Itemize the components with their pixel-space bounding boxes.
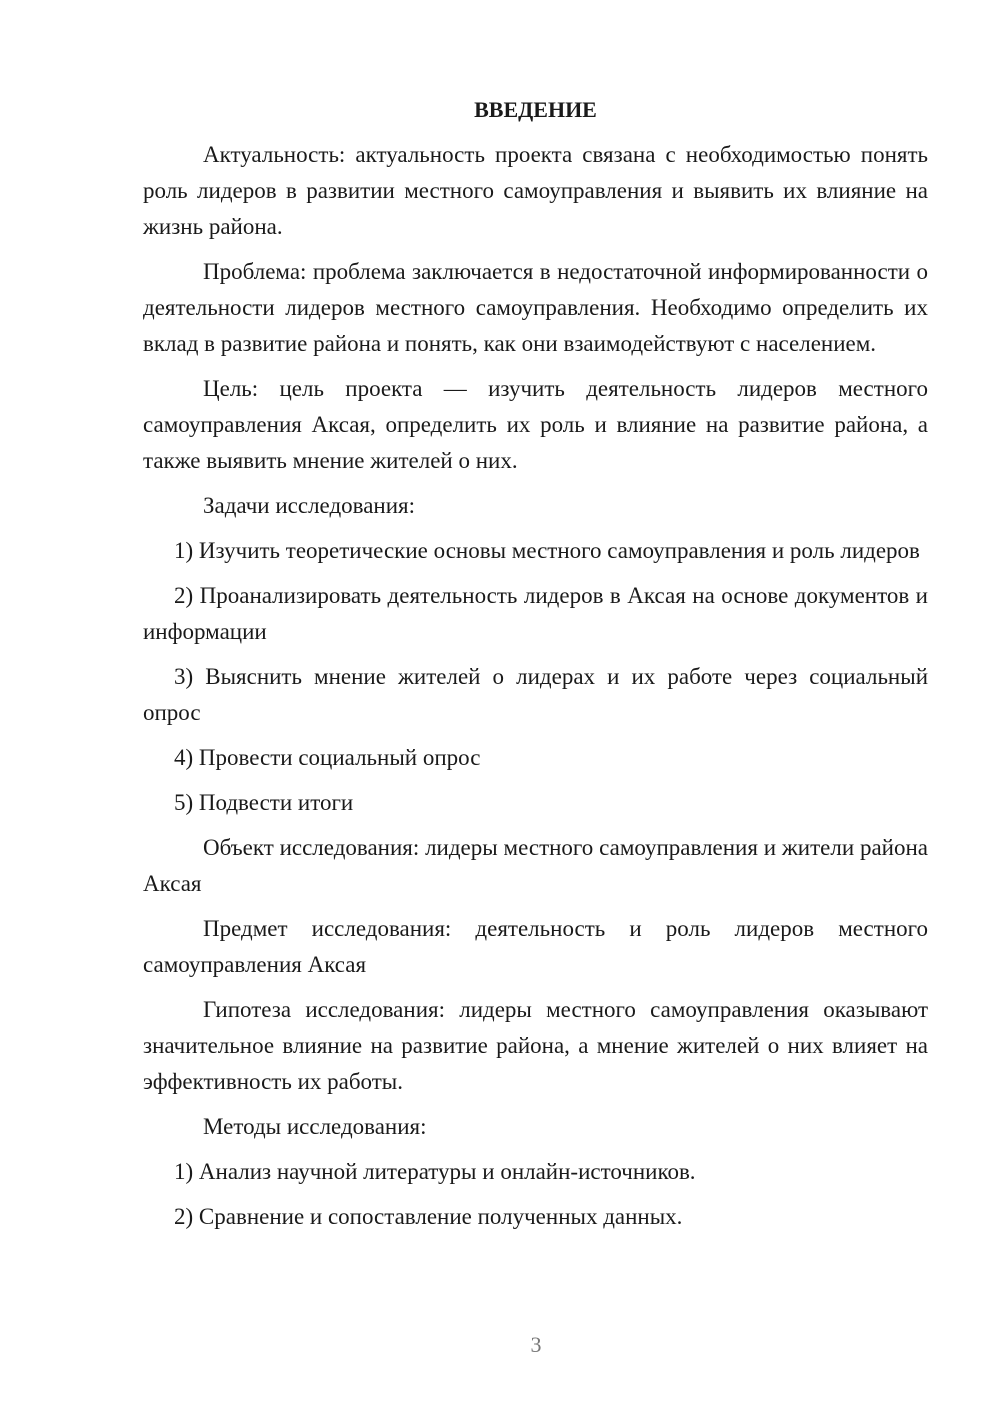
problem-paragraph: Проблема: проблема заключается в недостаточной информированности о деятельности лидеров местного самоуправления. Необходимо определить их вклад в развитие района и понять, как они взаимодействуют с населением. <box>143 259 928 356</box>
page-content <box>143 92 928 1244</box>
subject-paragraph: Предмет исследования: деятельность и роль лидеров местного самоуправления Аксая <box>143 916 928 977</box>
goal-paragraph: Цель: цель проекта — изучить деятельность лидеров местного самоуправления Аксая, определить их роль и влияние на развитие района, а также выявить мнение жителей о них. <box>143 376 928 473</box>
methods-heading: Методы исследования: <box>203 1114 427 1139</box>
task-item: 2) Проанализировать деятельность лидеров в Аксая на основе документов и информации <box>143 583 928 644</box>
method-item: 1) Анализ научной литературы и онлайн-источников. <box>174 1159 696 1184</box>
method-item: 2) Сравнение и сопоставление полученных данных. <box>174 1204 683 1229</box>
tasks-heading: Задачи исследования: <box>203 493 416 518</box>
hypothesis-paragraph: Гипотеза исследования: лидеры местного самоуправления оказывают значительное влияние на развитие района, а мнение жителей о них влияет на эффективность их работы. <box>143 997 928 1094</box>
section-title: ВВЕДЕНИЕ <box>474 97 597 122</box>
task-item: 3) Выяснить мнение жителей о лидерах и их работе через социальный опрос <box>143 664 928 725</box>
page-number: 3 <box>530 1332 542 1357</box>
relevance-paragraph: Актуальность: актуальность проекта связана с необходимостью понять роль лидеров в развитии местного самоуправления и выявить их влияние на жизнь района. <box>143 142 928 239</box>
object-paragraph: Объект исследования: лидеры местного самоуправления и жители района Аксая <box>143 835 928 896</box>
task-item: 5) Подвести итоги <box>174 790 354 815</box>
task-item: 4) Провести социальный опрос <box>174 745 481 770</box>
task-item: 1) Изучить теоретические основы местного самоуправления и роль лидеров <box>174 538 920 563</box>
